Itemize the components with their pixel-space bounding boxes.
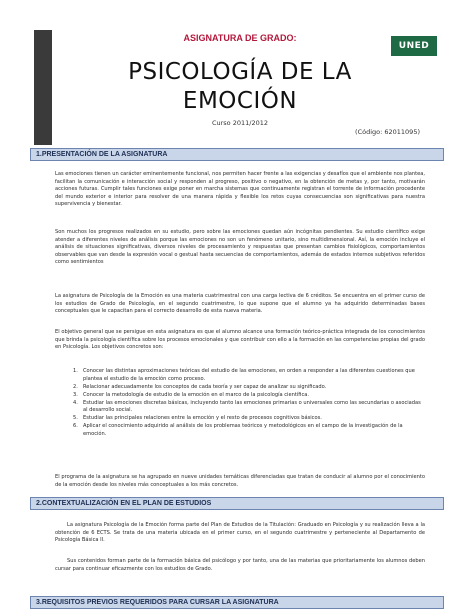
logo-text: UNED	[398, 41, 430, 51]
paragraph: El programa de la asignatura se ha agrupado en nueve unidades temáticas diferenciadas que tratan de conducir al alumno por el conocimiento de la emoción desde los niveles más conceptuales a los más concretos.	[55, 474, 425, 488]
paragraph: Sus contenidos forman parte de la formación básica del psicólogo y por tanto, una de las materias que prioritariamente los alumnos deben cursar para continuar eficazmente con los estudios de Grado.	[55, 558, 425, 572]
section-header-context: 2.CONTEXTUALIZACIÓN EN EL PLAN DE ESTUDIOS	[30, 497, 444, 510]
list-item: 5. Estudiar las principales relaciones entre la emoción y el resto de procesos cognitivos básicos.	[73, 415, 322, 422]
objectives-list	[73, 368, 423, 439]
subject-kicker: ASIGNATURA DE GRADO:	[183, 33, 297, 43]
title-line-1: PSICOLOGÍA DE LA	[128, 59, 352, 85]
paragraph: Son muchos los progresos realizados en su estudio, pero sobre las emociones quedan aún incógnitas pendientes. Su estudio científico exige atender a diferentes niveles de análisis porque las emociones no son un fenómeno unitario, sino multidimensional. Así, la emoción incluye el análisis de situaciones significativas, diversos niveles de procesamiento y respuestas que presentan cambios fisiológicos, comportamientos observables que van desde la expresión vocal o gestual hasta secuencias de comportamientos, además de estados internos subjetivos referidos como sentimientos	[55, 229, 425, 266]
section-header-presentation: 1.PRESENTACIÓN DE LA ASIGNATURA	[30, 148, 444, 161]
list-item: 3. Conocer la metodología de estudio de la emoción en el marco de la psicología científica.	[73, 391, 309, 398]
title-line-2: EMOCIÓN	[182, 88, 298, 114]
decorative-side-bar	[34, 30, 52, 145]
paragraph: La asignatura de Psicología de la Emoción es una materia cuatrimestral con una carga lectiva de 6 créditos. Se encuentra en el primer curso de los estudios de Grado de Psicología, en el segundo cuatrimestre, lo que supone que el alumno ya ha adquirido determinadas bases conceptuales que le capacitan para el correcto desarrollo de esta nueva materia.	[55, 293, 425, 315]
course-year: Curso 2011/2012	[211, 119, 269, 127]
page-title	[60, 58, 420, 116]
list-item: 1. Conocer las distintas aproximaciones teóricas del estudio de las emociones, en orden a responder a las diferentes cuestiones que plantea el estudio de la emoción como proceso.	[73, 368, 415, 382]
uned-logo	[391, 36, 437, 56]
paragraph: El objetivo general que se persigue en esta asignatura es que el alumno alcance una formación teórico-práctica integrada de los conocimientos que brinda la psicología científica sobre los procesos emocionales y que contribuir con ello a la formación en las competencias propias del grado en Psicología. Los objetivos concretos son:	[55, 329, 425, 351]
paragraph: La asignatura Psicología de la Emoción forma parte del Plan de Estudios de la Titulación: Graduado en Psicología y su realización lleva a la obtención de 6 ECTS. Se trata de una materia ubicada en el primer curso, en el segundo cuatrimestre y perteneciente al Departamento de Psicología Básica II.	[55, 522, 425, 544]
paragraph: Las emociones tienen un carácter eminentemente funcional, nos permiten hacer frente a las exigencias y desafíos que el ambiente nos plantea, facilitan la comunicación e interacción social y responden al progreso, positivo o negativo, en la obtención de metas y, por tanto, motivarán acciones futuras. Cumplir tales funciones exige poner en marcha sistemas que continuamente registran el torrente de información procedente del mundo exterior e interior para resolver de una manera rápida y flexible los retos cuyas consecuencias son significativas para nuestra supervivencia y bienestar.	[55, 171, 425, 208]
list-item: 2. Relacionar adecuadamente los conceptos de cada teoría y ser capaz de analizar su significado.	[73, 383, 327, 390]
section-header-prerequisites: 3.REQUISITOS PREVIOS REQUERIDOS PARA CURSAR LA ASIGNATURA	[30, 596, 444, 609]
course-code: (Código: 62011095)	[355, 128, 420, 136]
list-item: 4. Estudiar las emociones discretas básicas, incluyendo tanto las emociones primarias o universales como las secundarias o asociadas al desarrollo social.	[73, 399, 421, 414]
list-item: 6. Aplicar el conocimiento adquirido al análisis de los problemas teóricos y metodológicos en el campo de la investigación de la emoción.	[73, 423, 403, 437]
